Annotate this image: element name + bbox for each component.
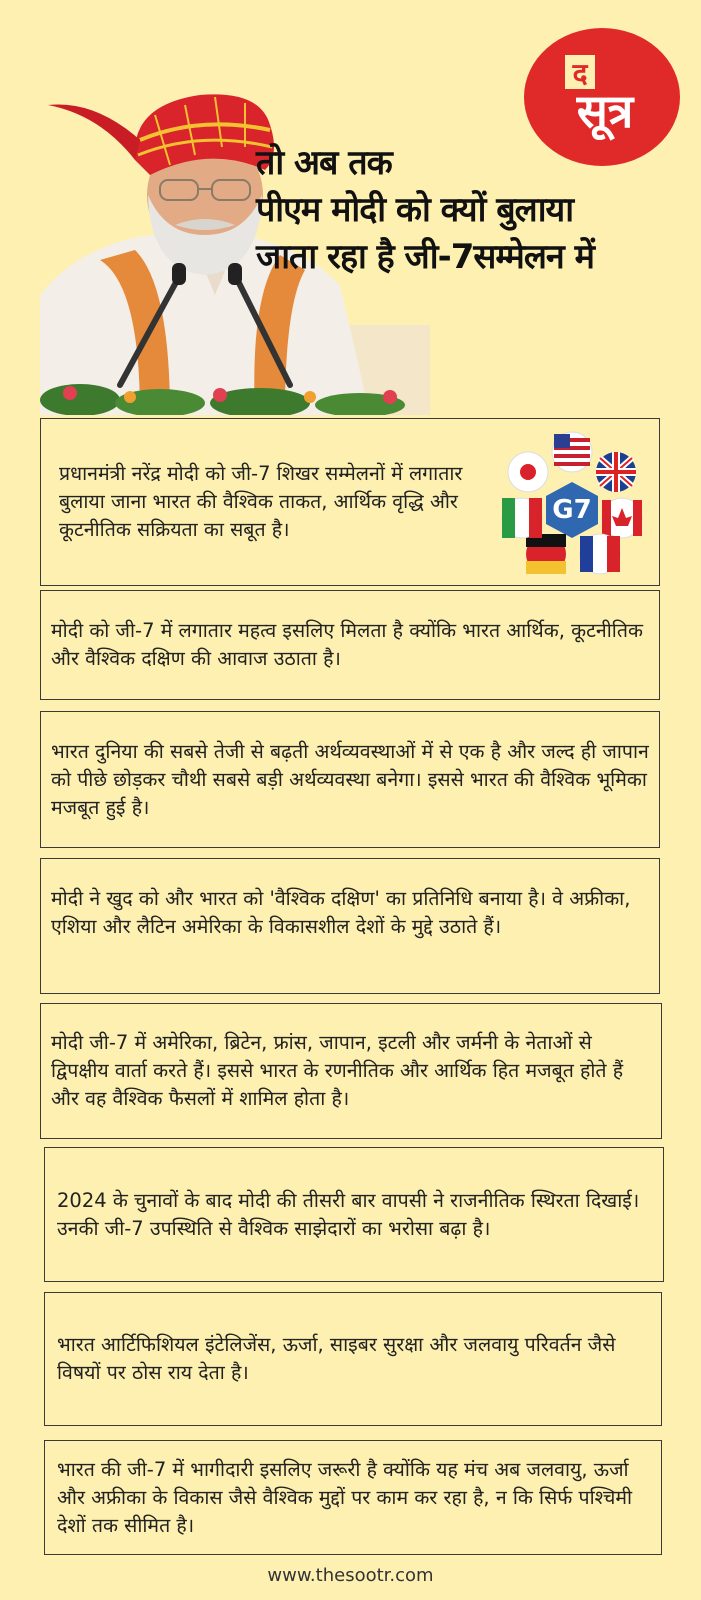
usa-flag-icon xyxy=(552,432,592,472)
info-card-3 xyxy=(40,711,660,848)
headline xyxy=(256,140,696,281)
info-card-text: प्रधानमंत्री नरेंद्र मोदी को जी-7 शिखर सम्मेलनों में लगातार बुलाया जाना भारत की वैश्विक ताकत, आर्थिक वृद्धि और कूटनीतिक सक्रियता का सबूत है। xyxy=(59,462,463,541)
headline-line-1: तो अब तक xyxy=(256,143,392,183)
info-card-text: भारत दुनिया की सबसे तेजी से बढ़ती अर्थव्यवस्थाओं में से एक है और जल्द ही जापान को पीछे छोड़कर चौथी सबसे बड़ी अर्थव्यवस्था बनेगा। इससे भारत की वैश्विक भूमिका मजबूत हुई है। xyxy=(51,739,649,819)
info-card-text: भारत आर्टिफिशियल इंटेलिजेंस, ऊर्जा, साइबर सुरक्षा और जलवायु परिवर्तन जैसे विषयों पर ठोस राय देता है। xyxy=(57,1333,616,1384)
info-card-8 xyxy=(44,1440,662,1555)
info-card-text: भारत की जी-7 में भागीदारी इसलिए जरूरी है क्योंकि यह मंच अब जलवायु, ऊर्जा और अफ्रीका के विकास जैसे वैश्विक मुद्दों पर काम कर रहा है, न कि सिर्फ पश्चिमी देशों तक सीमित है। xyxy=(57,1457,633,1537)
japan-flag-icon xyxy=(508,452,548,492)
website-url[interactable]: www.thesootr.com xyxy=(267,1565,434,1586)
france-flag-icon xyxy=(580,534,620,574)
info-card-text: मोदी ने खुद को और भारत को 'वैश्विक दक्षिण' का प्रतिनिधि बनाया है। वे अफ्रीका, एशिया और लैटिन अमेरिका के विकासशील देशों के मुद्दे उठाते हैं। xyxy=(51,887,631,938)
info-card-text: 2024 के चुनावों के बाद मोदी की तीसरी बार वापसी ने राजनीतिक स्थिरता दिखाई। उनकी जी-7 उपस्थिति से वैश्विक साझेदारों का भरोसा बढ़ा है। xyxy=(57,1188,640,1240)
italy-flag-icon xyxy=(502,498,542,538)
info-card-text: मोदी जी-7 में अमेरिका, ब्रिटेन, फ्रांस, जापान, इटली और जर्मनी के नेताओं से द्विपक्षीय वार्ता करते हैं। इससे भारत के रणनीतिक और आर्थिक हित मजबूत होते हैं और वह वैश्विक फैसलों में शामिल होता है। xyxy=(51,1031,624,1110)
germany-flag-icon xyxy=(526,534,566,574)
logo-wordmark: सूत्र xyxy=(576,84,634,138)
uk-flag-icon xyxy=(596,452,636,492)
info-card-4 xyxy=(40,858,660,994)
headline-line-2: पीएम मोदी को क्यों बुलाया xyxy=(256,190,574,230)
info-card-6 xyxy=(44,1147,664,1282)
g7-badge xyxy=(500,430,645,578)
info-card-text: मोदी को जी-7 में लगातार महत्व इसलिए मिलता है क्योंकि भारत आर्थिक, कूटनीतिक और वैश्विक दक्षिण की आवाज उठाता है। xyxy=(51,619,643,670)
info-card-2 xyxy=(40,590,660,700)
logo-mark: द xyxy=(572,57,588,90)
g7-label: G7 xyxy=(552,495,592,525)
info-card-5 xyxy=(40,1003,662,1139)
headline-line-3: जाता रहा है जी-7सम्मेलन में xyxy=(256,237,594,277)
info-card-7 xyxy=(44,1292,662,1426)
canada-flag-icon xyxy=(602,498,642,538)
